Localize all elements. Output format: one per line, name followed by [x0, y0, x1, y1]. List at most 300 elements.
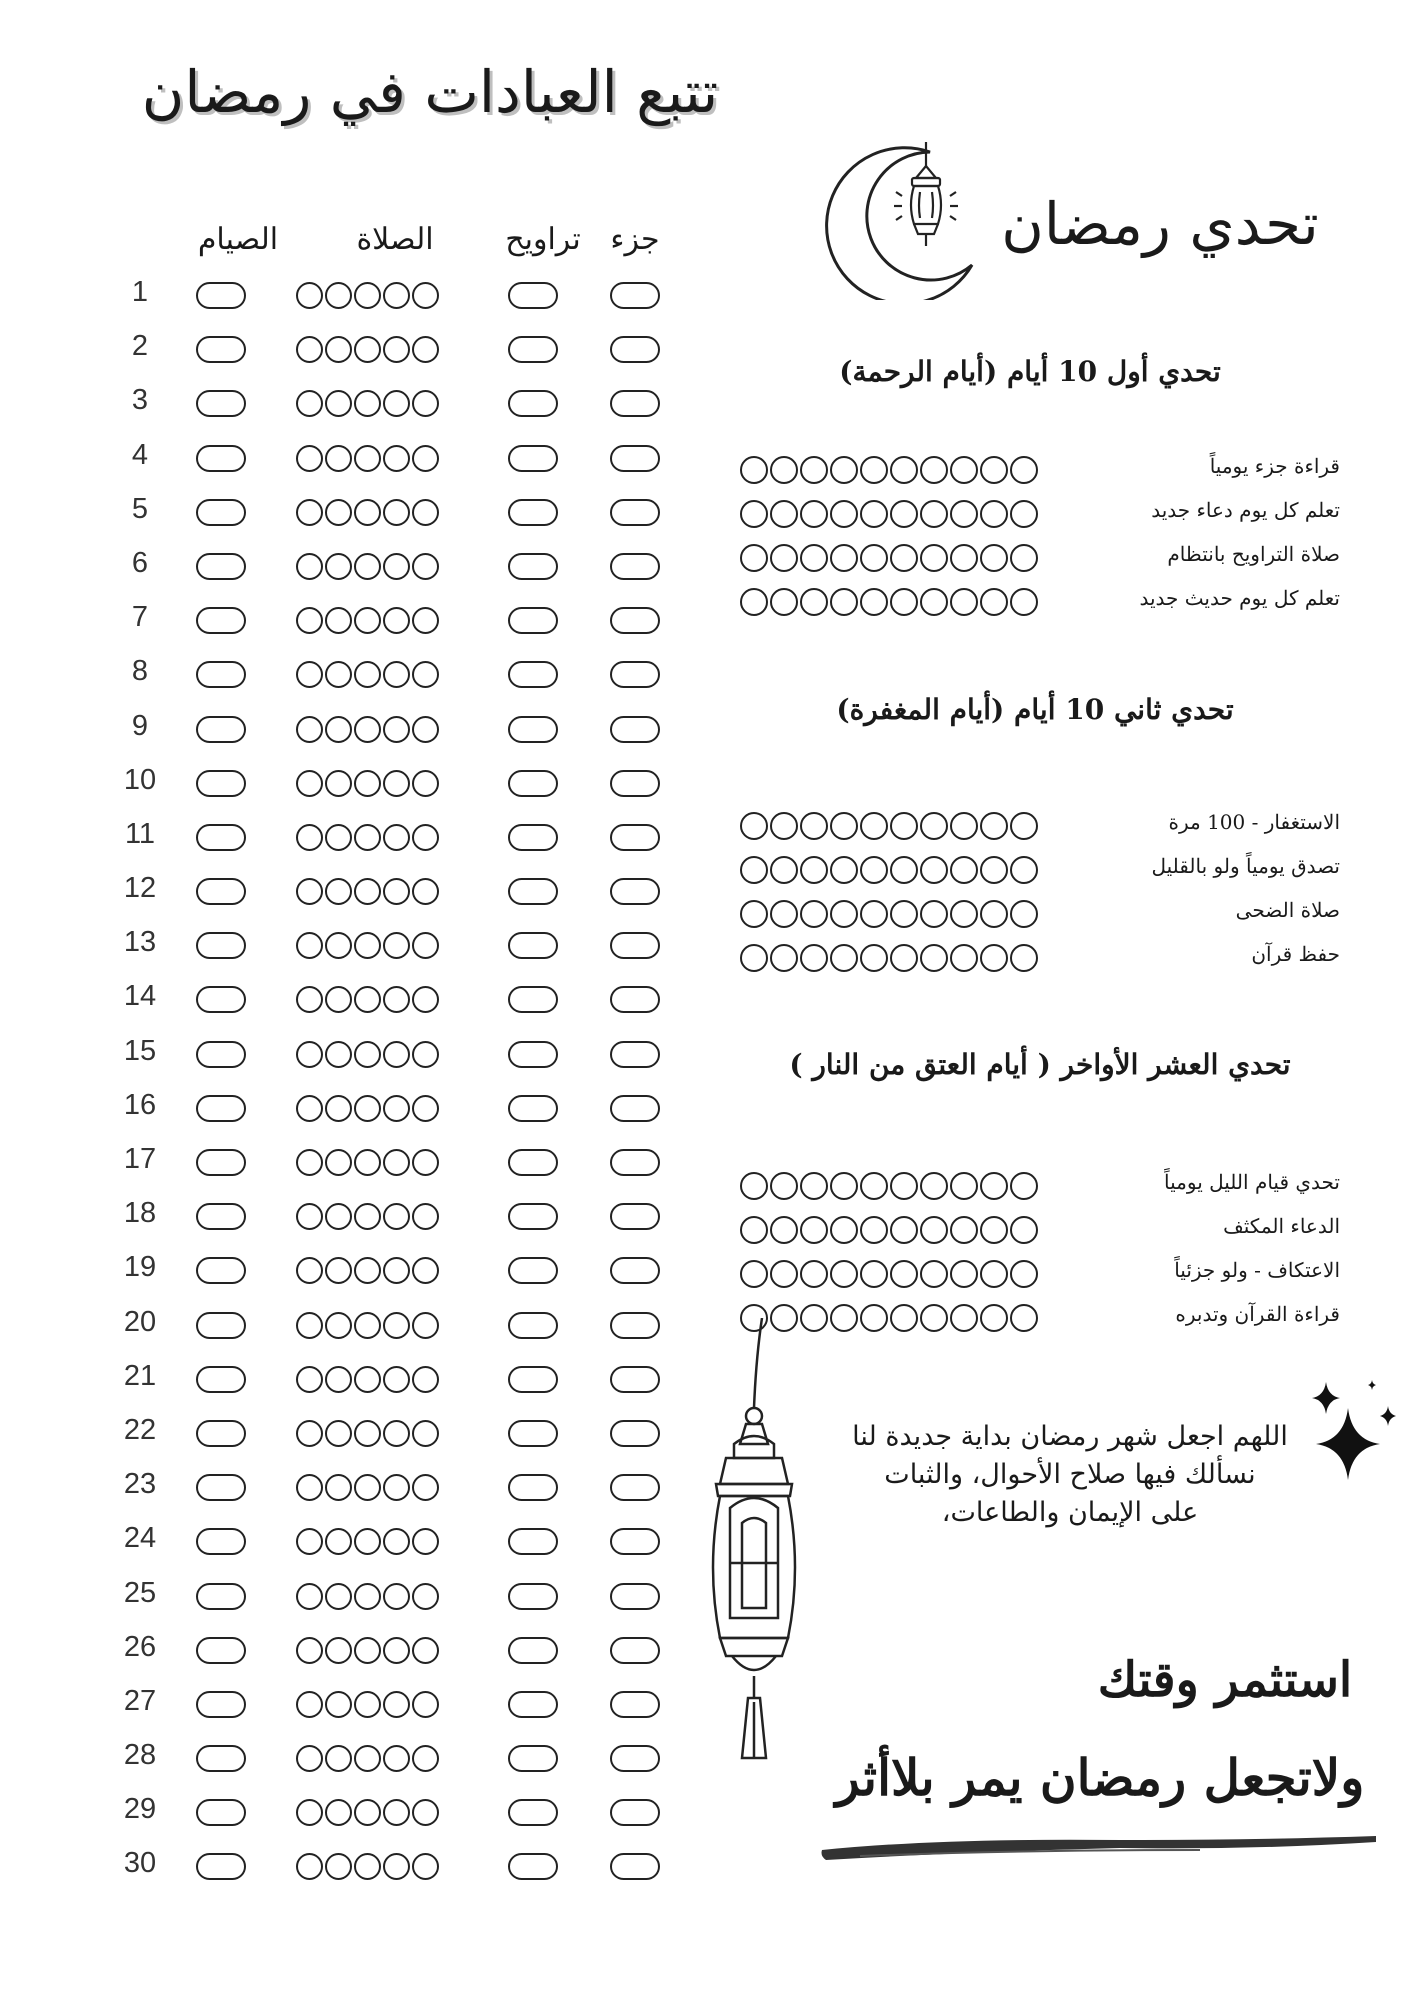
prayer-checkbox[interactable]: [412, 1257, 439, 1284]
juz-checkbox[interactable]: [610, 1745, 660, 1772]
prayer-checkbox[interactable]: [383, 445, 410, 472]
day-checkbox[interactable]: [740, 456, 768, 484]
day-checkbox[interactable]: [980, 1216, 1008, 1244]
prayer-checkbox[interactable]: [325, 770, 352, 797]
prayer-checkbox[interactable]: [325, 661, 352, 688]
prayer-checkbox[interactable]: [354, 716, 381, 743]
prayer-checkbox[interactable]: [383, 390, 410, 417]
day-checkbox[interactable]: [1010, 1304, 1038, 1332]
day-checkbox[interactable]: [800, 456, 828, 484]
day-checkbox[interactable]: [830, 812, 858, 840]
juz-checkbox[interactable]: [610, 1799, 660, 1826]
taraweeh-checkbox[interactable]: [508, 1366, 558, 1393]
fasting-checkbox[interactable]: [196, 1799, 246, 1826]
day-checkbox[interactable]: [740, 812, 768, 840]
day-checkbox[interactable]: [770, 588, 798, 616]
fasting-checkbox[interactable]: [196, 1149, 246, 1176]
prayer-checkbox[interactable]: [325, 986, 352, 1013]
prayer-checkbox[interactable]: [296, 824, 323, 851]
day-checkbox[interactable]: [980, 588, 1008, 616]
juz-checkbox[interactable]: [610, 1420, 660, 1447]
prayer-checkbox[interactable]: [325, 499, 352, 526]
prayer-checkbox[interactable]: [354, 282, 381, 309]
prayer-checkbox[interactable]: [412, 824, 439, 851]
taraweeh-checkbox[interactable]: [508, 770, 558, 797]
prayer-checkbox[interactable]: [383, 607, 410, 634]
day-checkbox[interactable]: [890, 1304, 918, 1332]
prayer-checkbox[interactable]: [325, 1420, 352, 1447]
prayer-checkbox[interactable]: [383, 1420, 410, 1447]
day-checkbox[interactable]: [920, 1260, 948, 1288]
fasting-checkbox[interactable]: [196, 282, 246, 309]
prayer-checkbox[interactable]: [354, 1420, 381, 1447]
day-checkbox[interactable]: [800, 1172, 828, 1200]
juz-checkbox[interactable]: [610, 607, 660, 634]
prayer-checkbox[interactable]: [354, 336, 381, 363]
fasting-checkbox[interactable]: [196, 1474, 246, 1501]
day-checkbox[interactable]: [860, 900, 888, 928]
prayer-checkbox[interactable]: [296, 1203, 323, 1230]
prayer-checkbox[interactable]: [354, 499, 381, 526]
day-checkbox[interactable]: [920, 456, 948, 484]
day-checkbox[interactable]: [950, 544, 978, 572]
prayer-checkbox[interactable]: [296, 445, 323, 472]
prayer-checkbox[interactable]: [412, 716, 439, 743]
prayer-checkbox[interactable]: [412, 1853, 439, 1880]
prayer-checkbox[interactable]: [296, 1312, 323, 1339]
day-checkbox[interactable]: [920, 856, 948, 884]
day-checkbox[interactable]: [830, 900, 858, 928]
day-checkbox[interactable]: [830, 1172, 858, 1200]
day-checkbox[interactable]: [740, 588, 768, 616]
prayer-checkbox[interactable]: [354, 1583, 381, 1610]
juz-checkbox[interactable]: [610, 1583, 660, 1610]
prayer-checkbox[interactable]: [354, 878, 381, 905]
prayer-checkbox[interactable]: [354, 1041, 381, 1068]
prayer-checkbox[interactable]: [296, 1474, 323, 1501]
juz-checkbox[interactable]: [610, 390, 660, 417]
juz-checkbox[interactable]: [610, 499, 660, 526]
prayer-checkbox[interactable]: [354, 1312, 381, 1339]
day-checkbox[interactable]: [920, 1304, 948, 1332]
taraweeh-checkbox[interactable]: [508, 878, 558, 905]
prayer-checkbox[interactable]: [354, 986, 381, 1013]
prayer-checkbox[interactable]: [296, 282, 323, 309]
day-checkbox[interactable]: [770, 944, 798, 972]
prayer-checkbox[interactable]: [296, 1257, 323, 1284]
prayer-checkbox[interactable]: [383, 1853, 410, 1880]
day-checkbox[interactable]: [980, 544, 1008, 572]
fasting-checkbox[interactable]: [196, 1691, 246, 1718]
day-checkbox[interactable]: [860, 812, 888, 840]
prayer-checkbox[interactable]: [412, 1203, 439, 1230]
prayer-checkbox[interactable]: [354, 390, 381, 417]
taraweeh-checkbox[interactable]: [508, 824, 558, 851]
day-checkbox[interactable]: [800, 856, 828, 884]
taraweeh-checkbox[interactable]: [508, 1257, 558, 1284]
juz-checkbox[interactable]: [610, 445, 660, 472]
day-checkbox[interactable]: [950, 944, 978, 972]
day-checkbox[interactable]: [800, 544, 828, 572]
taraweeh-checkbox[interactable]: [508, 445, 558, 472]
fasting-checkbox[interactable]: [196, 445, 246, 472]
day-checkbox[interactable]: [740, 856, 768, 884]
day-checkbox[interactable]: [860, 500, 888, 528]
day-checkbox[interactable]: [830, 856, 858, 884]
day-checkbox[interactable]: [920, 500, 948, 528]
day-checkbox[interactable]: [770, 812, 798, 840]
prayer-checkbox[interactable]: [296, 716, 323, 743]
day-checkbox[interactable]: [950, 1260, 978, 1288]
day-checkbox[interactable]: [830, 944, 858, 972]
prayer-checkbox[interactable]: [383, 1583, 410, 1610]
prayer-checkbox[interactable]: [354, 661, 381, 688]
day-checkbox[interactable]: [860, 856, 888, 884]
day-checkbox[interactable]: [830, 1216, 858, 1244]
prayer-checkbox[interactable]: [325, 1853, 352, 1880]
fasting-checkbox[interactable]: [196, 1257, 246, 1284]
fasting-checkbox[interactable]: [196, 932, 246, 959]
prayer-checkbox[interactable]: [296, 1149, 323, 1176]
day-checkbox[interactable]: [830, 588, 858, 616]
day-checkbox[interactable]: [800, 500, 828, 528]
juz-checkbox[interactable]: [610, 661, 660, 688]
day-checkbox[interactable]: [890, 456, 918, 484]
day-checkbox[interactable]: [1010, 500, 1038, 528]
prayer-checkbox[interactable]: [383, 1041, 410, 1068]
day-checkbox[interactable]: [950, 588, 978, 616]
day-checkbox[interactable]: [770, 456, 798, 484]
day-checkbox[interactable]: [740, 500, 768, 528]
taraweeh-checkbox[interactable]: [508, 607, 558, 634]
day-checkbox[interactable]: [860, 1216, 888, 1244]
day-checkbox[interactable]: [860, 456, 888, 484]
day-checkbox[interactable]: [980, 856, 1008, 884]
prayer-checkbox[interactable]: [325, 1637, 352, 1664]
prayer-checkbox[interactable]: [325, 1474, 352, 1501]
fasting-checkbox[interactable]: [196, 1095, 246, 1122]
prayer-checkbox[interactable]: [412, 390, 439, 417]
juz-checkbox[interactable]: [610, 770, 660, 797]
taraweeh-checkbox[interactable]: [508, 986, 558, 1013]
day-checkbox[interactable]: [740, 900, 768, 928]
day-checkbox[interactable]: [920, 812, 948, 840]
day-checkbox[interactable]: [980, 500, 1008, 528]
day-checkbox[interactable]: [1010, 1216, 1038, 1244]
taraweeh-checkbox[interactable]: [508, 1041, 558, 1068]
prayer-checkbox[interactable]: [296, 1745, 323, 1772]
juz-checkbox[interactable]: [610, 1853, 660, 1880]
prayer-checkbox[interactable]: [325, 1583, 352, 1610]
juz-checkbox[interactable]: [610, 1637, 660, 1664]
day-checkbox[interactable]: [1010, 900, 1038, 928]
day-checkbox[interactable]: [950, 856, 978, 884]
taraweeh-checkbox[interactable]: [508, 1095, 558, 1122]
prayer-checkbox[interactable]: [412, 1474, 439, 1501]
prayer-checkbox[interactable]: [383, 986, 410, 1013]
taraweeh-checkbox[interactable]: [508, 336, 558, 363]
prayer-checkbox[interactable]: [354, 1799, 381, 1826]
day-checkbox[interactable]: [1010, 944, 1038, 972]
prayer-checkbox[interactable]: [325, 878, 352, 905]
day-checkbox[interactable]: [800, 944, 828, 972]
juz-checkbox[interactable]: [610, 336, 660, 363]
day-checkbox[interactable]: [860, 1172, 888, 1200]
prayer-checkbox[interactable]: [296, 1637, 323, 1664]
prayer-checkbox[interactable]: [325, 1799, 352, 1826]
day-checkbox[interactable]: [860, 944, 888, 972]
prayer-checkbox[interactable]: [383, 499, 410, 526]
day-checkbox[interactable]: [1010, 812, 1038, 840]
day-checkbox[interactable]: [830, 456, 858, 484]
juz-checkbox[interactable]: [610, 1691, 660, 1718]
prayer-checkbox[interactable]: [383, 1095, 410, 1122]
fasting-checkbox[interactable]: [196, 661, 246, 688]
prayer-checkbox[interactable]: [383, 1474, 410, 1501]
juz-checkbox[interactable]: [610, 1095, 660, 1122]
day-checkbox[interactable]: [740, 944, 768, 972]
prayer-checkbox[interactable]: [325, 932, 352, 959]
fasting-checkbox[interactable]: [196, 390, 246, 417]
fasting-checkbox[interactable]: [196, 499, 246, 526]
day-checkbox[interactable]: [830, 1304, 858, 1332]
day-checkbox[interactable]: [920, 588, 948, 616]
prayer-checkbox[interactable]: [354, 1691, 381, 1718]
day-checkbox[interactable]: [980, 456, 1008, 484]
taraweeh-checkbox[interactable]: [508, 716, 558, 743]
juz-checkbox[interactable]: [610, 932, 660, 959]
day-checkbox[interactable]: [830, 1260, 858, 1288]
fasting-checkbox[interactable]: [196, 607, 246, 634]
taraweeh-checkbox[interactable]: [508, 1203, 558, 1230]
day-checkbox[interactable]: [980, 1172, 1008, 1200]
prayer-checkbox[interactable]: [296, 986, 323, 1013]
day-checkbox[interactable]: [980, 812, 1008, 840]
day-checkbox[interactable]: [1010, 1172, 1038, 1200]
taraweeh-checkbox[interactable]: [508, 661, 558, 688]
prayer-checkbox[interactable]: [383, 1637, 410, 1664]
taraweeh-checkbox[interactable]: [508, 1583, 558, 1610]
fasting-checkbox[interactable]: [196, 1528, 246, 1555]
day-checkbox[interactable]: [980, 1304, 1008, 1332]
day-checkbox[interactable]: [1010, 544, 1038, 572]
fasting-checkbox[interactable]: [196, 553, 246, 580]
day-checkbox[interactable]: [980, 944, 1008, 972]
prayer-checkbox[interactable]: [383, 1312, 410, 1339]
juz-checkbox[interactable]: [610, 1366, 660, 1393]
day-checkbox[interactable]: [890, 856, 918, 884]
prayer-checkbox[interactable]: [412, 1041, 439, 1068]
juz-checkbox[interactable]: [610, 282, 660, 309]
day-checkbox[interactable]: [860, 544, 888, 572]
prayer-checkbox[interactable]: [325, 716, 352, 743]
prayer-checkbox[interactable]: [412, 445, 439, 472]
day-checkbox[interactable]: [800, 812, 828, 840]
day-checkbox[interactable]: [890, 1172, 918, 1200]
prayer-checkbox[interactable]: [296, 932, 323, 959]
prayer-checkbox[interactable]: [325, 1366, 352, 1393]
day-checkbox[interactable]: [890, 944, 918, 972]
prayer-checkbox[interactable]: [412, 661, 439, 688]
fasting-checkbox[interactable]: [196, 1366, 246, 1393]
prayer-checkbox[interactable]: [354, 1095, 381, 1122]
prayer-checkbox[interactable]: [296, 1853, 323, 1880]
day-checkbox[interactable]: [830, 544, 858, 572]
prayer-checkbox[interactable]: [325, 336, 352, 363]
prayer-checkbox[interactable]: [354, 1257, 381, 1284]
fasting-checkbox[interactable]: [196, 336, 246, 363]
prayer-checkbox[interactable]: [325, 282, 352, 309]
prayer-checkbox[interactable]: [325, 1041, 352, 1068]
prayer-checkbox[interactable]: [296, 390, 323, 417]
day-checkbox[interactable]: [1010, 856, 1038, 884]
prayer-checkbox[interactable]: [412, 1420, 439, 1447]
prayer-checkbox[interactable]: [412, 932, 439, 959]
prayer-checkbox[interactable]: [354, 607, 381, 634]
prayer-checkbox[interactable]: [412, 1366, 439, 1393]
day-checkbox[interactable]: [770, 1216, 798, 1244]
prayer-checkbox[interactable]: [412, 986, 439, 1013]
prayer-checkbox[interactable]: [412, 607, 439, 634]
prayer-checkbox[interactable]: [383, 553, 410, 580]
prayer-checkbox[interactable]: [325, 1149, 352, 1176]
prayer-checkbox[interactable]: [412, 282, 439, 309]
day-checkbox[interactable]: [950, 812, 978, 840]
prayer-checkbox[interactable]: [354, 1528, 381, 1555]
prayer-checkbox[interactable]: [325, 390, 352, 417]
prayer-checkbox[interactable]: [354, 770, 381, 797]
day-checkbox[interactable]: [770, 900, 798, 928]
day-checkbox[interactable]: [740, 1172, 768, 1200]
prayer-checkbox[interactable]: [296, 1366, 323, 1393]
juz-checkbox[interactable]: [610, 1203, 660, 1230]
day-checkbox[interactable]: [890, 1216, 918, 1244]
day-checkbox[interactable]: [920, 544, 948, 572]
taraweeh-checkbox[interactable]: [508, 499, 558, 526]
prayer-checkbox[interactable]: [412, 336, 439, 363]
fasting-checkbox[interactable]: [196, 1853, 246, 1880]
prayer-checkbox[interactable]: [354, 1637, 381, 1664]
taraweeh-checkbox[interactable]: [508, 1149, 558, 1176]
prayer-checkbox[interactable]: [412, 878, 439, 905]
day-checkbox[interactable]: [980, 1260, 1008, 1288]
prayer-checkbox[interactable]: [325, 1528, 352, 1555]
fasting-checkbox[interactable]: [196, 1203, 246, 1230]
taraweeh-checkbox[interactable]: [508, 932, 558, 959]
day-checkbox[interactable]: [860, 1260, 888, 1288]
day-checkbox[interactable]: [800, 1260, 828, 1288]
prayer-checkbox[interactable]: [296, 1420, 323, 1447]
day-checkbox[interactable]: [1010, 1260, 1038, 1288]
prayer-checkbox[interactable]: [412, 1583, 439, 1610]
prayer-checkbox[interactable]: [383, 1745, 410, 1772]
prayer-checkbox[interactable]: [383, 932, 410, 959]
prayer-checkbox[interactable]: [296, 770, 323, 797]
day-checkbox[interactable]: [920, 1216, 948, 1244]
prayer-checkbox[interactable]: [383, 661, 410, 688]
fasting-checkbox[interactable]: [196, 1745, 246, 1772]
prayer-checkbox[interactable]: [325, 445, 352, 472]
day-checkbox[interactable]: [740, 1216, 768, 1244]
prayer-checkbox[interactable]: [354, 1203, 381, 1230]
prayer-checkbox[interactable]: [296, 661, 323, 688]
day-checkbox[interactable]: [950, 1172, 978, 1200]
day-checkbox[interactable]: [950, 1216, 978, 1244]
juz-checkbox[interactable]: [610, 553, 660, 580]
prayer-checkbox[interactable]: [296, 1691, 323, 1718]
day-checkbox[interactable]: [830, 500, 858, 528]
prayer-checkbox[interactable]: [412, 1691, 439, 1718]
prayer-checkbox[interactable]: [325, 1095, 352, 1122]
juz-checkbox[interactable]: [610, 1312, 660, 1339]
prayer-checkbox[interactable]: [296, 1528, 323, 1555]
prayer-checkbox[interactable]: [325, 1203, 352, 1230]
day-checkbox[interactable]: [890, 500, 918, 528]
prayer-checkbox[interactable]: [412, 1312, 439, 1339]
day-checkbox[interactable]: [770, 856, 798, 884]
day-checkbox[interactable]: [800, 588, 828, 616]
day-checkbox[interactable]: [950, 900, 978, 928]
day-checkbox[interactable]: [740, 544, 768, 572]
taraweeh-checkbox[interactable]: [508, 553, 558, 580]
prayer-checkbox[interactable]: [383, 770, 410, 797]
prayer-checkbox[interactable]: [412, 1528, 439, 1555]
prayer-checkbox[interactable]: [296, 1041, 323, 1068]
day-checkbox[interactable]: [800, 1216, 828, 1244]
juz-checkbox[interactable]: [610, 1257, 660, 1284]
taraweeh-checkbox[interactable]: [508, 1745, 558, 1772]
prayer-checkbox[interactable]: [383, 1691, 410, 1718]
juz-checkbox[interactable]: [610, 824, 660, 851]
prayer-checkbox[interactable]: [354, 1745, 381, 1772]
prayer-checkbox[interactable]: [325, 1312, 352, 1339]
taraweeh-checkbox[interactable]: [508, 390, 558, 417]
fasting-checkbox[interactable]: [196, 1583, 246, 1610]
juz-checkbox[interactable]: [610, 1528, 660, 1555]
prayer-checkbox[interactable]: [325, 1257, 352, 1284]
day-checkbox[interactable]: [950, 500, 978, 528]
taraweeh-checkbox[interactable]: [508, 282, 558, 309]
day-checkbox[interactable]: [740, 1260, 768, 1288]
day-checkbox[interactable]: [770, 544, 798, 572]
prayer-checkbox[interactable]: [412, 1799, 439, 1826]
day-checkbox[interactable]: [770, 500, 798, 528]
prayer-checkbox[interactable]: [412, 499, 439, 526]
prayer-checkbox[interactable]: [296, 499, 323, 526]
prayer-checkbox[interactable]: [412, 1149, 439, 1176]
prayer-checkbox[interactable]: [383, 1528, 410, 1555]
taraweeh-checkbox[interactable]: [508, 1312, 558, 1339]
fasting-checkbox[interactable]: [196, 1420, 246, 1447]
prayer-checkbox[interactable]: [325, 553, 352, 580]
prayer-checkbox[interactable]: [383, 1149, 410, 1176]
fasting-checkbox[interactable]: [196, 1312, 246, 1339]
fasting-checkbox[interactable]: [196, 986, 246, 1013]
day-checkbox[interactable]: [950, 1304, 978, 1332]
taraweeh-checkbox[interactable]: [508, 1637, 558, 1664]
prayer-checkbox[interactable]: [354, 932, 381, 959]
day-checkbox[interactable]: [890, 588, 918, 616]
prayer-checkbox[interactable]: [354, 824, 381, 851]
prayer-checkbox[interactable]: [383, 336, 410, 363]
fasting-checkbox[interactable]: [196, 1041, 246, 1068]
prayer-checkbox[interactable]: [325, 1745, 352, 1772]
juz-checkbox[interactable]: [610, 878, 660, 905]
prayer-checkbox[interactable]: [383, 1366, 410, 1393]
prayer-checkbox[interactable]: [296, 607, 323, 634]
day-checkbox[interactable]: [770, 1172, 798, 1200]
prayer-checkbox[interactable]: [296, 336, 323, 363]
